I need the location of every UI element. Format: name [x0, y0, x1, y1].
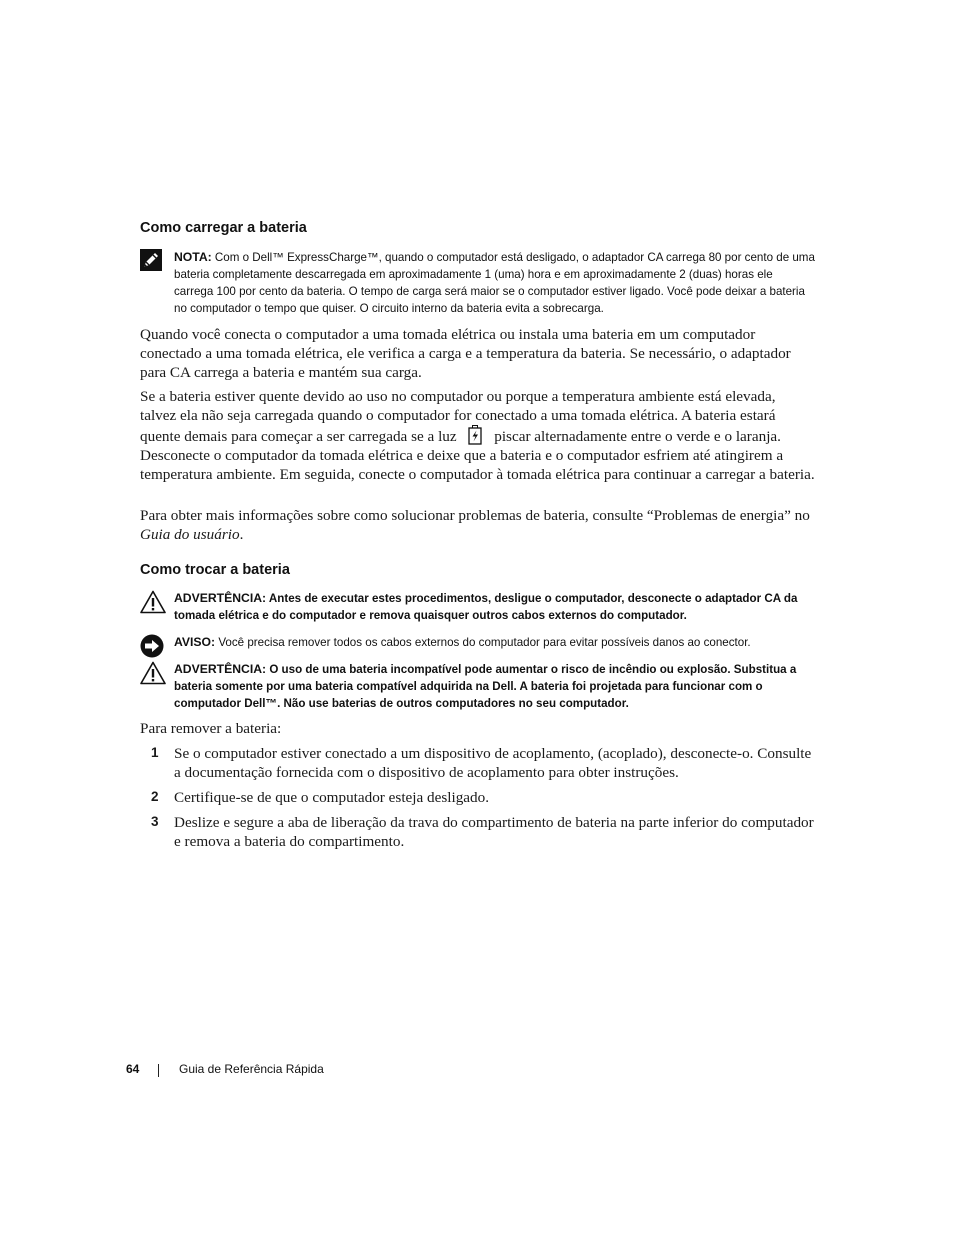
note-label: NOTA: — [174, 250, 212, 264]
step-text: Se o computador estiver conectado a um dispositivo de acoplamento, (acoplado), desconecte-o. Consulte a documentação fornecida com o dispositivo de acoplamento para obter instruções. — [174, 745, 812, 781]
step-number: 3 — [151, 814, 159, 829]
page-footer — [126, 1062, 324, 1076]
note-callout — [140, 249, 815, 317]
step-number: 1 — [151, 745, 159, 760]
heading-replacing-battery: Como trocar a bateria — [140, 562, 290, 578]
paragraph-charging-check: Quando você conecta o computador a uma tomada elétrica ou instala uma bateria em um computador conectado a uma tomada elétrica, ele verifica a carga e a temperatura da bateria. Se necessário, o adaptador para CA carrega a bateria e mantém sua carga. — [140, 326, 791, 381]
warning-callout-2 — [140, 661, 815, 712]
page-number: 64 — [126, 1062, 140, 1076]
paragraph-remove-intro: Para remover a bateria: — [140, 720, 282, 737]
list-item — [140, 744, 815, 782]
notice-arrow-icon — [140, 634, 164, 658]
step-number: 2 — [151, 789, 159, 804]
footer-divider — [158, 1064, 159, 1077]
step-text: Deslize e segure a aba de liberação da trava do compartimento de bateria na parte inferior do computador e remova a bateria do compartimento. — [174, 814, 814, 850]
notice-callout — [140, 634, 815, 651]
step-text: Certifique-se de que o computador esteja desligado. — [174, 789, 490, 806]
warning2-text: O uso de uma bateria incompatível pode aumentar o risco de incêndio ou explosão. Substitua a bateria somente por uma bateria compatível adquirida na Dell. A bateria foi projetada para funcionar com o computador Dell™. Não use baterias de outros computadores no seu computador. — [174, 663, 797, 710]
paragraph-hot-battery-part2: piscar alternadamente entre o verde e o laranja. Desconecte o computador da tomada elétrica e deixe que a bateria e o computador esfriem até atingirem a temperatura ambiente. Em seguida, conecte o computador à tomada elétrica para continuar a carregar a bateria. — [140, 428, 815, 483]
paragraph-more-info-part1: Para obter mais informações sobre como solucionar problemas de bateria, consulte “Problemas de energia” no — [140, 507, 810, 524]
warning1-label: ADVERTÊNCIA: — [174, 591, 267, 605]
notice-label: AVISO: — [174, 635, 216, 649]
battery-status-icon — [460, 425, 490, 444]
warning2-label: ADVERTÊNCIA: — [174, 662, 267, 676]
list-item — [140, 788, 815, 807]
paragraph-more-info-part2: . — [239, 526, 244, 543]
paragraph-hot-battery — [140, 387, 815, 484]
warning-callout-1 — [140, 590, 815, 624]
warning-triangle-icon — [140, 590, 164, 614]
paragraph-hot-battery-part1: Se a bateria estiver quente devido ao uso no computador ou porque a temperatura ambiente está elevada, talvez ela não seja carregada quando o computador for conectado a uma tomada elétrica. A bateria estará quente demais para começar a ser carregada se a luz — [140, 388, 776, 445]
note-text: Com o Dell™ ExpressCharge™, quando o computador está desligado, o adaptador CA carrega 80 por cento de uma bateria completamente descarregada em aproximadamente 1 (uma) hora e em aproximadamente 2 (duas) horas ele carrega 100 por cento da bateria. O tempo de carga será maior se o computador estiver ligado. Você pode deixar a bateria no computador o tempo que quiser. O circuito interno da bateria evita a sobrecarga. — [174, 251, 815, 315]
heading-charging-battery: Como carregar a bateria — [140, 220, 307, 236]
pencil-note-icon — [140, 249, 164, 273]
notice-text: Você precisa remover todos os cabos externos do computador para evitar possíveis danos ao conector. — [215, 636, 751, 649]
list-item — [140, 813, 815, 851]
footer-title: Guia de Referência Rápida — [179, 1062, 324, 1076]
warning-triangle-icon — [140, 661, 164, 685]
warning1-text: Antes de executar estes procedimentos, desligue o computador, desconecte o adaptador CA da tomada elétrica e do computador e remova quaisquer outros cabos externos do computador. — [174, 592, 798, 622]
users-guide-title: Guia do usuário — [140, 526, 240, 543]
paragraph-more-info — [140, 506, 815, 544]
